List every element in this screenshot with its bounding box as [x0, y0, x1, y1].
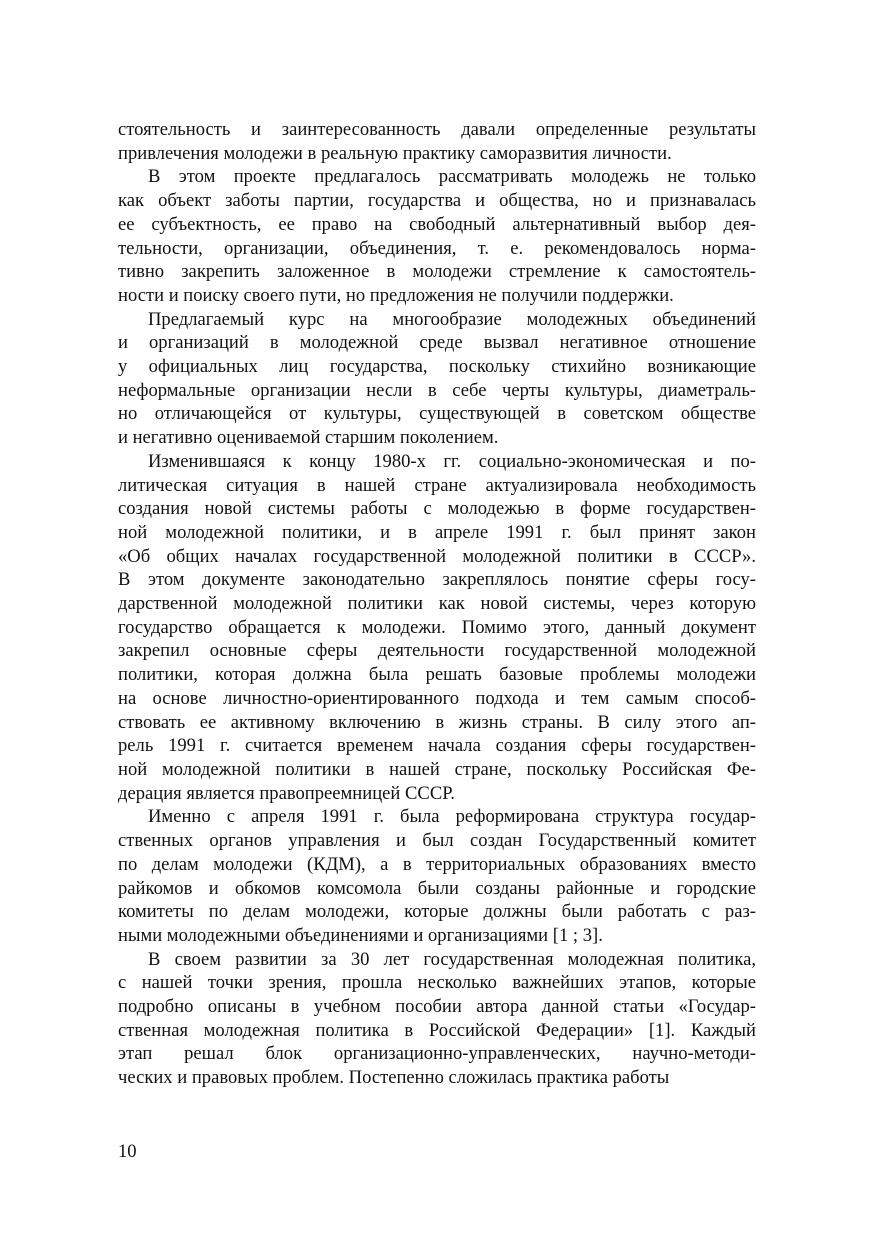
text-line: привлечения молодежи в реальную практику саморазвития личности.	[118, 142, 672, 164]
text-line: В этом проекте предлагалось рассматривать молодежь не только	[148, 166, 756, 188]
text-line: как объект заботы партии, государства и общества, но и признавалась	[118, 190, 756, 212]
text-line: литическая ситуация в нашей стране актуализировала необходимость	[118, 474, 756, 496]
text-line: ной молодежной политики в нашей стране, поскольку Российская Фе-	[118, 758, 756, 780]
text-line: дарственной молодежной политики как новой системы, через которую	[118, 593, 756, 615]
text-line: ственная молодежная политика в Российской Федерации» [1]. Каждый	[118, 1019, 756, 1041]
text-line: на основе личностно-ориентированного подхода и тем самым способ-	[118, 687, 756, 709]
text-line: «Об общих началах государственной молодежной политики в СССР».	[118, 545, 756, 567]
text-line: подробно описаны в учебном пособии автора данной статьи «Государ-	[118, 996, 756, 1018]
text-line: рель 1991 г. считается временем начала создания сферы государствен-	[118, 735, 756, 757]
text-line: В своем развитии за 30 лет государственная молодежная политика,	[148, 948, 756, 970]
text-line: этап решал блок организационно-управленческих, научно-методи-	[118, 1043, 756, 1065]
text-line: райкомов и обкомов комсомола были созданы районные и городские	[118, 877, 756, 899]
text-line: и негативно оцениваемой старшим поколением.	[118, 427, 499, 449]
text-line: государство обращается к молодежи. Помимо этого, данный документ	[118, 616, 756, 638]
text-line: у официальных лиц государства, поскольку стихийно возникающие	[118, 356, 756, 378]
paragraph	[118, 308, 756, 450]
text-line: ее субъектность, ее право на свободный альтернативный выбор дея-	[118, 213, 756, 235]
paragraph	[118, 948, 756, 1090]
text-line: тельности, организации, объединения, т. е. рекомендовалось норма-	[118, 237, 756, 259]
page-number: 10	[118, 1141, 137, 1162]
paragraph	[118, 118, 756, 165]
text-line: ной молодежной политики, и в апреле 1991 г. был принят закон	[118, 521, 756, 543]
text-line: с нашей точки зрения, прошла несколько важнейших этапов, которые	[118, 972, 756, 994]
text-line: дерация является правопреемницей СССР.	[118, 782, 455, 804]
text-line: и организаций в молодежной среде вызвал негативное отношение	[118, 332, 756, 354]
text-line: ствовать ее активному включению в жизнь страны. В силу этого ап-	[118, 711, 756, 733]
text-line: закрепил основные сферы деятельности государственной молодежной	[118, 640, 756, 662]
text-line: ческих и правовых проблем. Постепенно сложилась практика работы	[118, 1067, 670, 1089]
text-line: В этом документе законодательно закреплялось понятие сферы госу-	[118, 569, 756, 591]
text-line: но отличающейся от культуры, существующей в советском обществе	[118, 403, 756, 425]
paragraph	[118, 805, 756, 947]
document-body	[118, 118, 756, 1090]
text-line: по делам молодежи (КДМ), а в территориальных образованиях вместо	[118, 853, 756, 875]
text-line: Предлагаемый курс на многообразие молодежных объединений	[148, 308, 756, 330]
text-line: неформальные организации несли в себе черты культуры, диаметраль-	[118, 379, 756, 401]
text-line: ственных органов управления и был создан Государственный комитет	[118, 830, 756, 852]
paragraph	[118, 165, 756, 307]
text-line: создания новой системы работы с молодежью в форме государствен-	[118, 498, 756, 520]
paragraph	[118, 450, 756, 806]
text-line: ными молодежными объединениями и организациями [1 ; 3].	[118, 924, 603, 946]
text-line: Именно с апреля 1991 г. была реформирована структура государ-	[148, 806, 756, 828]
text-line: политики, которая должна была решать базовые проблемы молодежи	[118, 664, 756, 686]
text-line: стоятельность и заинтересованность давали определенные результаты	[118, 119, 756, 140]
text-line: Изменившаяся к концу 1980-х гг. социально-экономическая и по-	[148, 450, 756, 472]
text-line: тивно закрепить заложенное в молодежи стремление к самостоятель-	[118, 261, 756, 283]
text-line: ности и поиску своего пути, но предложения не получили поддержки.	[118, 284, 674, 306]
text-line: комитеты по делам молодежи, которые должны были работать с раз-	[118, 901, 756, 923]
